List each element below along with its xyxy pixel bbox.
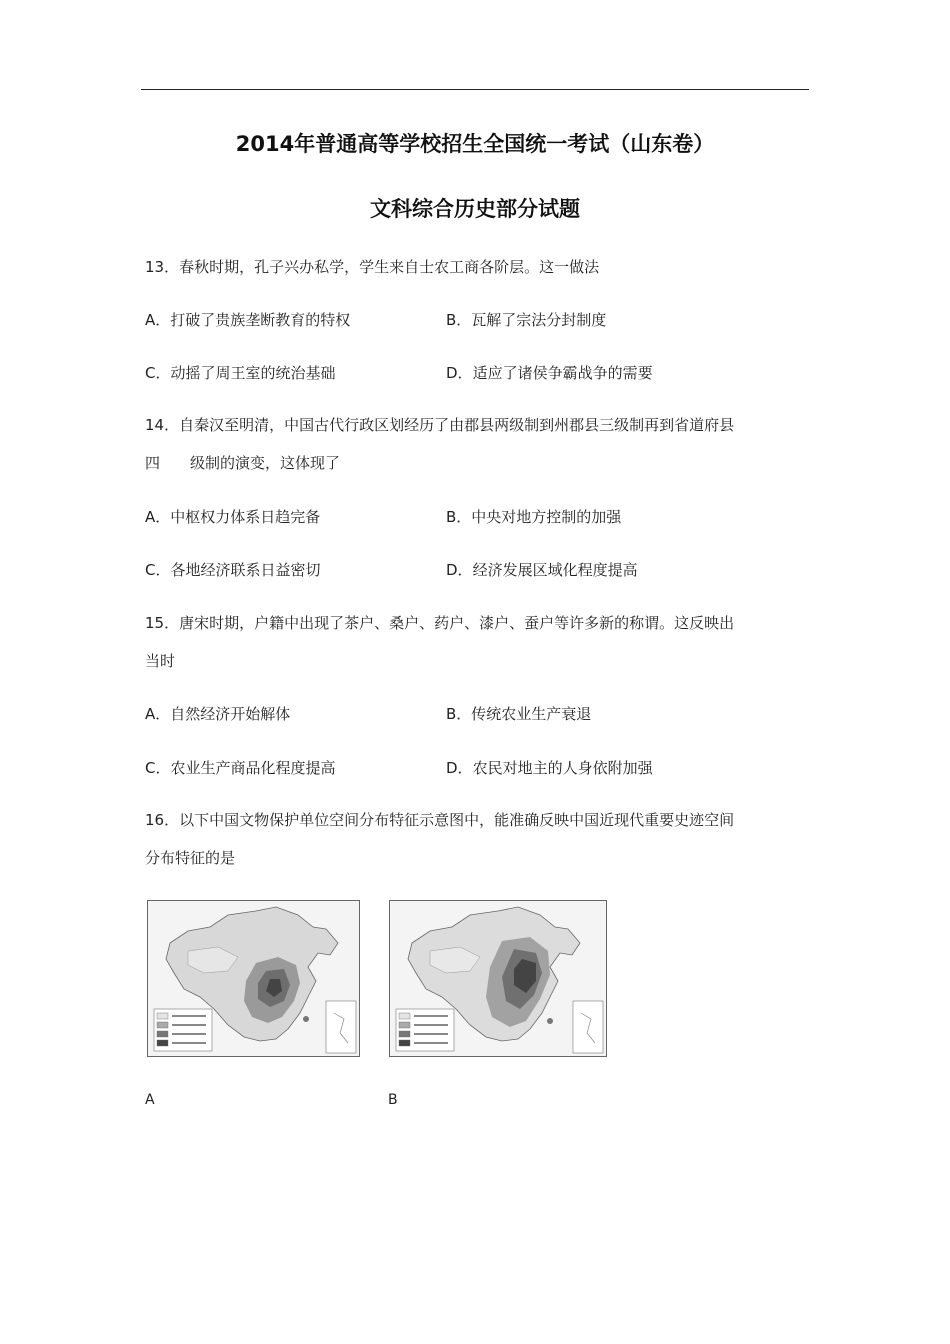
option-13-c[interactable] (145, 363, 336, 383)
option-label: B． (446, 508, 472, 526)
option-13-d[interactable] (446, 363, 653, 383)
option-text: 经济发展区域化程度提高 (472, 561, 638, 579)
question-stem-line: 以下中国文物保护单位空间分布特征示意图中，能准确反映中国近现代重要史迹空间 (179, 811, 735, 829)
question-number: 15． (145, 614, 180, 632)
question-number: 14． (145, 416, 180, 434)
option-14-a[interactable] (145, 507, 320, 527)
question-stem-line: 春秋时期，孔子兴办私学，学生来自士农工商各阶层。这一做法 (179, 258, 600, 276)
option-14-d[interactable] (446, 560, 638, 580)
option-13-a[interactable] (145, 310, 350, 330)
question-14-stem (145, 415, 734, 435)
option-text: 传统农业生产衰退 (471, 705, 592, 723)
question-14-stem-cont: 四 级制的演变，这体现了 (145, 454, 341, 472)
option-text: 农民对地主的人身依附加强 (472, 759, 653, 777)
figure-label-b: B (388, 1092, 398, 1108)
option-text: 瓦解了宗法分封制度 (471, 311, 607, 329)
option-14-c[interactable] (145, 560, 321, 580)
question-stem-line: 自秦汉至明清，中国古代行政区划经历了由郡县两级制到州郡县三级制再到省道府县 (179, 416, 735, 434)
question-number: 13． (145, 258, 180, 276)
option-text: 打破了贵族垄断教育的特权 (170, 311, 351, 329)
china-distribution-map-icon[interactable] (389, 900, 607, 1057)
paper-title: 2014年普通高等学校招生全国统一考试（山东卷） (235, 132, 715, 156)
option-label: A． (145, 508, 171, 526)
option-15-c[interactable] (145, 758, 336, 778)
option-text: 动摇了周王室的统治基础 (170, 364, 336, 382)
question-stem-line: 唐宋时期，户籍中出现了茶户、桑户、药户、漆户、蚕户等许多新的称谓。这反映出 (179, 614, 735, 632)
option-text: 农业生产商品化程度提高 (170, 759, 336, 777)
option-label: B． (446, 311, 472, 329)
question-15-stem (145, 613, 734, 633)
figure-label-a: A (145, 1092, 155, 1108)
option-label: C． (145, 364, 171, 382)
question-number: 16． (145, 811, 180, 829)
option-text: 中央对地方控制的加强 (471, 508, 622, 526)
option-text: 自然经济开始解体 (170, 705, 291, 723)
header-rule (141, 89, 809, 90)
paper-subtitle: 文科综合历史部分试题 (370, 197, 580, 221)
option-15-a[interactable] (145, 704, 290, 724)
question-15-stem-cont: 当时 (145, 652, 176, 670)
option-text: 适应了诸侯争霸战争的需要 (472, 364, 653, 382)
option-13-b[interactable] (446, 310, 606, 330)
option-14-b[interactable] (446, 507, 621, 527)
question-13-stem (145, 257, 599, 277)
option-15-b[interactable] (446, 704, 591, 724)
option-label: D． (446, 759, 473, 777)
option-text: 各地经济联系日益密切 (170, 561, 321, 579)
option-label: A． (145, 705, 171, 723)
option-label: C． (145, 759, 171, 777)
option-label: D． (446, 561, 473, 579)
question-16-stem-cont: 分布特征的是 (145, 849, 236, 867)
option-label: D． (446, 364, 473, 382)
question-16-stem (145, 810, 734, 830)
option-15-d[interactable] (446, 758, 653, 778)
china-distribution-map-icon[interactable] (147, 900, 360, 1057)
option-label: B． (446, 705, 472, 723)
option-text: 中枢权力体系日趋完备 (170, 508, 321, 526)
option-label: C． (145, 561, 171, 579)
option-label: A． (145, 311, 171, 329)
